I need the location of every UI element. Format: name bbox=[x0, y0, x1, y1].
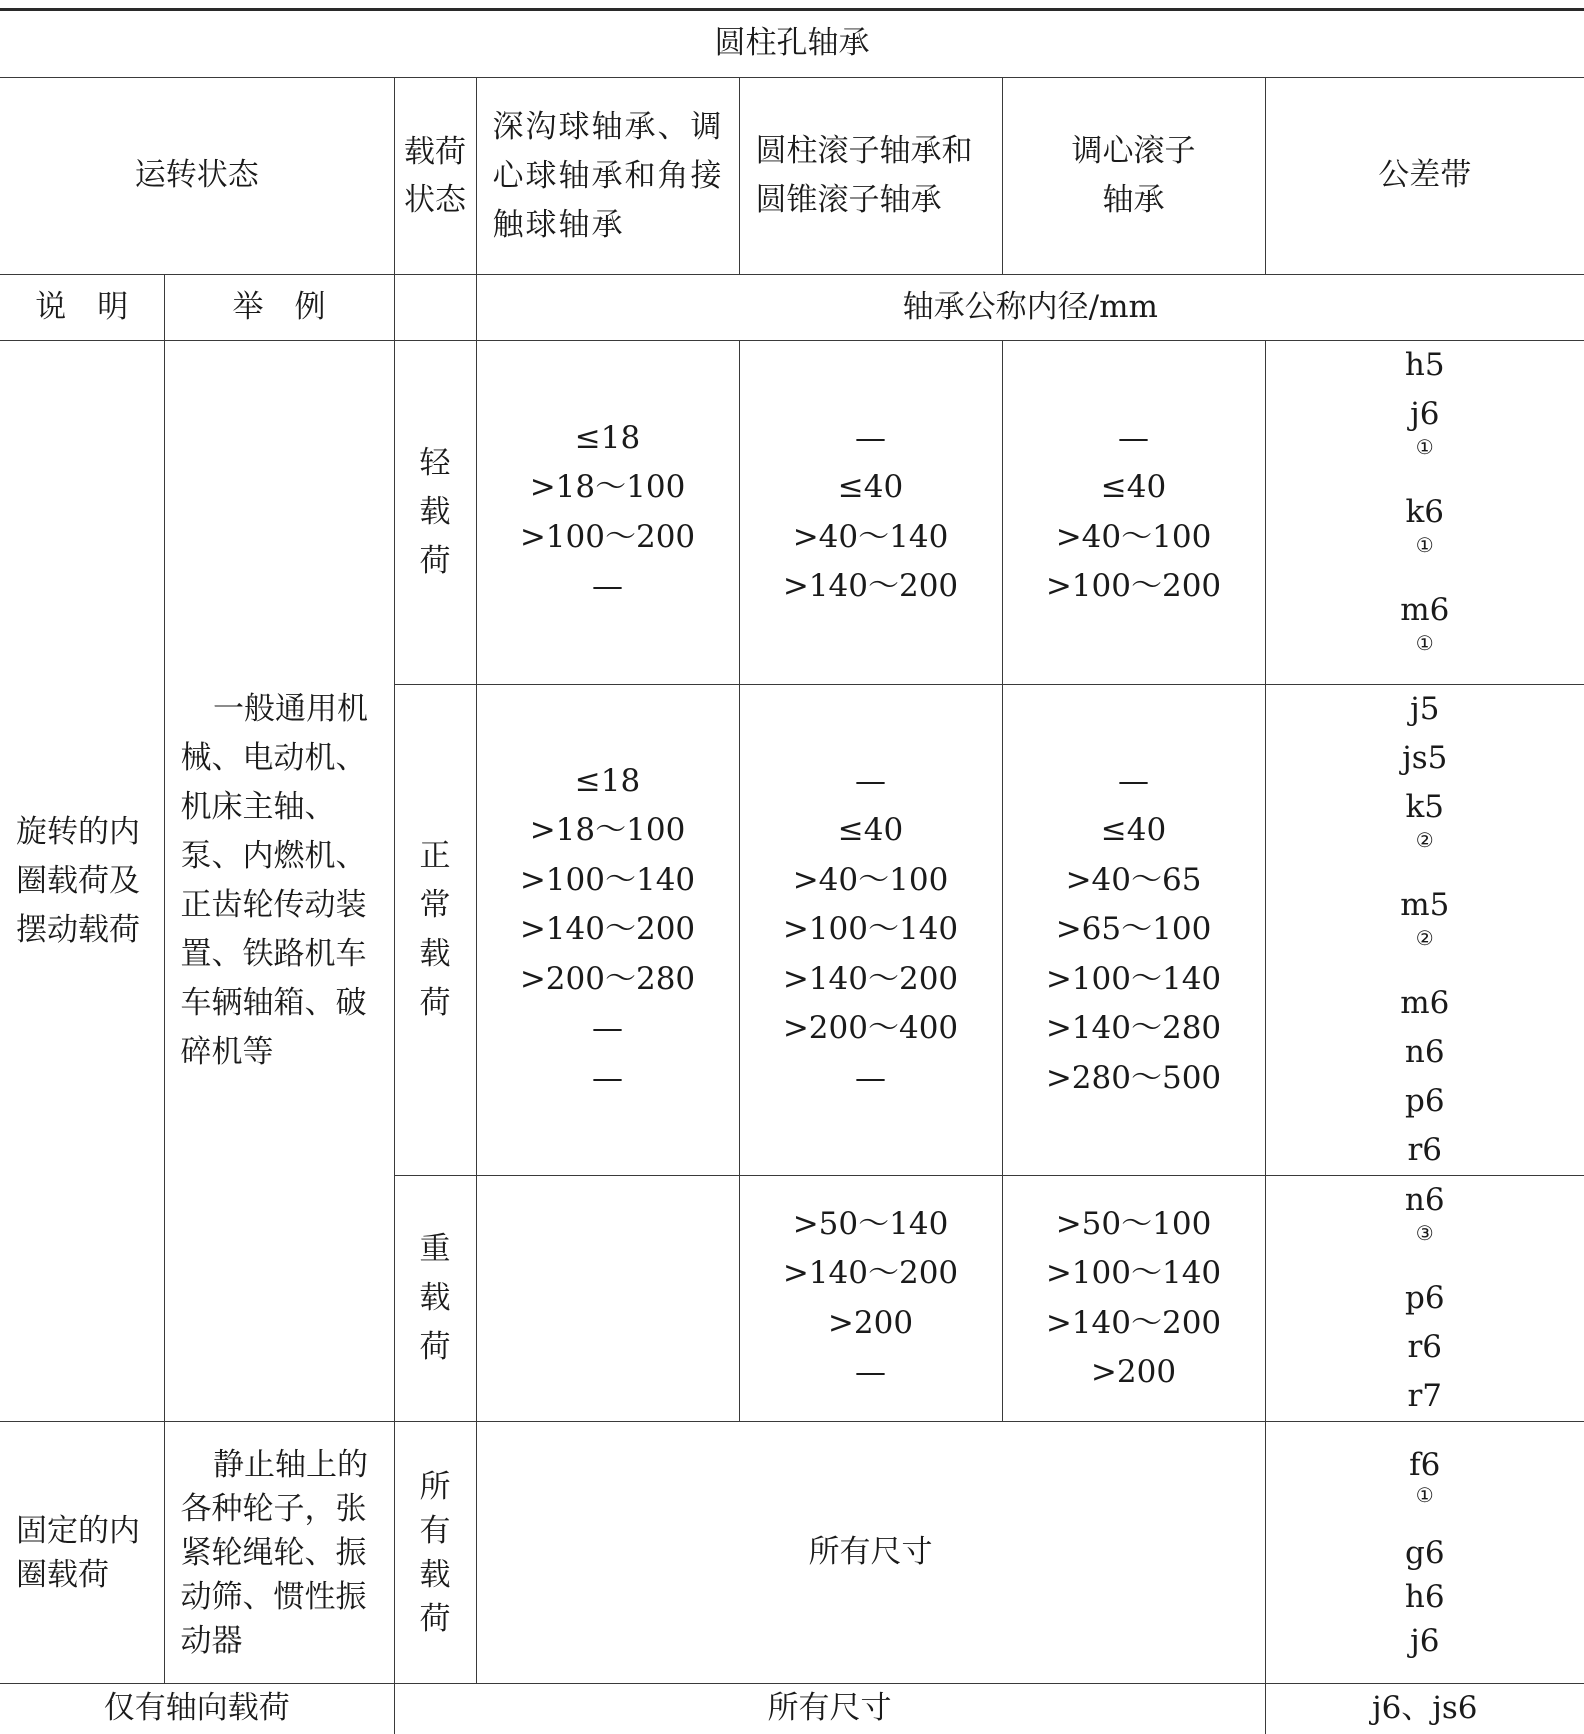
header-example: 举 例 bbox=[164, 275, 394, 341]
normal-sph-values: — ≤40 >40～65 >65～100 >100～140 >140～280 >280～500 bbox=[1002, 685, 1265, 1176]
light-load-label bbox=[394, 341, 476, 685]
header-spherical-roller: 调心滚子 轴承 bbox=[1002, 78, 1265, 275]
fixed-description: 固定的内圈载荷 bbox=[0, 1422, 164, 1684]
light-cyl-values: — ≤40 >40～140 >140～200 bbox=[739, 341, 1002, 685]
fixed-tolerance: f6 ① g6 h6 j6 bbox=[1265, 1422, 1584, 1684]
fixed-load-label: 所 有 载 荷 bbox=[394, 1422, 476, 1684]
header-cylindrical-roller: 圆柱滚子轴承和 圆锥滚子轴承 bbox=[739, 78, 1002, 275]
heavy-ball-values bbox=[476, 1176, 739, 1422]
light-load-char-3: 荷 bbox=[419, 543, 451, 579]
header-ball-bearings: 深沟球轴承、调 心球轴承和角接 触球轴承 bbox=[476, 78, 739, 275]
fixed-all-sizes: 所有尺寸 bbox=[476, 1422, 1265, 1684]
axial-description: 仅有轴向载荷 bbox=[0, 1684, 394, 1734]
axial-tolerance: j6、js6 bbox=[1265, 1684, 1584, 1734]
header-load-state: 载荷 状态 bbox=[394, 78, 476, 275]
light-sph-values: — ≤40 >40～100 >100～200 bbox=[1002, 341, 1265, 685]
header-description: 说 明 bbox=[0, 275, 164, 341]
table-title: 圆柱孔轴承 bbox=[0, 10, 1584, 78]
normal-cyl-values: — ≤40 >40～100 >100～140 >140～200 >200～400 — bbox=[739, 685, 1002, 1176]
header-empty bbox=[394, 275, 476, 341]
normal-ball-values: ≤18 >18～100 >100～140 >140～200 >200～280 — — bbox=[476, 685, 739, 1176]
rotating-example: 一般通用机械、电动机、机床主轴、泵、内燃机、正齿轮传动装置、铁路机车车辆轴箱、破碎机等 bbox=[164, 341, 394, 1422]
header-bore-diameter: 轴承公称内径/mm bbox=[476, 275, 1584, 341]
bearing-fit-table bbox=[0, 8, 1584, 1734]
heavy-tolerance: n6 ③ p6 r6 r7 bbox=[1265, 1176, 1584, 1422]
heavy-sph-values: >50～100 >100～140 >140～200 >200 bbox=[1002, 1176, 1265, 1422]
light-load-char-1: 轻 bbox=[419, 445, 451, 481]
header-operating-state: 运转状态 bbox=[0, 78, 394, 275]
axial-all-sizes: 所有尺寸 bbox=[394, 1684, 1265, 1734]
fixed-example: 静止轴上的各种轮子，张紧轮绳轮、振动筛、惯性振动器 bbox=[164, 1422, 394, 1684]
heavy-load-label: 重 载 荷 bbox=[394, 1176, 476, 1422]
header-tolerance: 公差带 bbox=[1265, 78, 1584, 275]
light-ball-values: ≤18 >18～100 >100～200 — bbox=[476, 341, 739, 685]
light-load-char-2: 载 bbox=[419, 494, 451, 530]
rotating-description: 旋转的内圈载荷及摆动载荷 bbox=[0, 341, 164, 1422]
light-tolerance: h5 j6 ① k6 ① m6 ① bbox=[1265, 341, 1584, 685]
normal-tolerance: j5 js5 k5 ② m5 ② m6 n6 p6 r6 bbox=[1265, 685, 1584, 1176]
heavy-cyl-values: >50～140 >140～200 >200 — bbox=[739, 1176, 1002, 1422]
normal-load-label: 正 常 载 荷 bbox=[394, 685, 476, 1176]
